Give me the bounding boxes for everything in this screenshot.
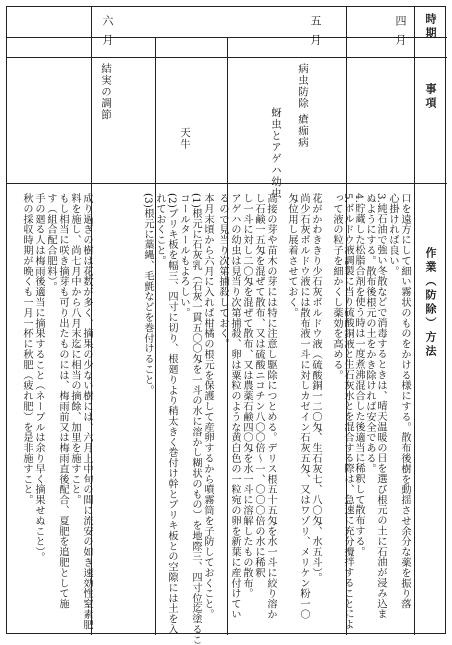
june-item-fruiting: 結実の調節 [100, 63, 112, 121]
row-divider-1 [414, 7, 415, 635]
june-line-5: 手の廻る人は梅雨後適当に摘果すること（ネーブルは余り早く摘果せぬこと）。 [33, 193, 44, 563]
longhorn-line-3: コールタールもよろしい。 [178, 193, 189, 318]
april-line-1: 口を遠方にして細い霧状のものをかける様にする。散布後樹を動揺させ余分な薬を振り落 [399, 193, 410, 609]
aphid-line-5: るので見当り次第捕殺しておく。 [217, 193, 228, 349]
longhorn-line-5: れておくこと。 [154, 193, 165, 266]
item-longhorn: 天牛 [179, 127, 191, 150]
june-line-1: 成り過ぎの樹は花数が多く、摘果の少ない樹には、六月上中旬の間に流安の如き速効性窒素肥 [81, 193, 92, 630]
june-line-2: 料を施し、尚七月中から八月末迄に相当の摘餘、加里を施すこと。 [69, 193, 80, 505]
may-line-1: 花がかわききり少石灰ボルドウ液（硫酸銅一二〇匁、生石灰七、八〇匁、水五斗）。 [310, 193, 321, 584]
june-line-6: 秋の採収時期が晩くも一月一杯に秋肥（疲れ肥）を是非施すこと。 [21, 193, 32, 505]
longhorn-line-1: 本月末頃から六月に入れば柑橘の根元を保護して産卵するから噴霧筒を子防しておくこと。 [202, 193, 213, 620]
june-line-3: もし相当に咲き摘芽も可り出たものには、梅雨前又は梅雨直後配合、夏肥を追肥として施 [57, 193, 68, 609]
month-june: 六月 [101, 15, 114, 53]
aphid-line-3: し一斗に対し二〇匁を混ぜて散布、又は農薬石鹸四〇匁を水一斗に溶解したもの散布。 [241, 193, 252, 599]
may-item-aphid: 蚜虫とアゲハ幼虫 [270, 107, 282, 199]
april-line-7: って液の粒子を細かくし薬効を高める。 [331, 193, 342, 381]
header-matter: 事項 [424, 83, 437, 111]
may-line-2: 尚少石灰ボルドウ液には散布液一斗に対しカゼイン石灰五匁、又はワゾリ、メリケン粉一〇 [298, 193, 309, 620]
header-period: 時期 [424, 13, 437, 41]
longhorn-line-4: (2)ブリキ板を幅三、四寸に切り、根廻りより稍太きく巻付け幹とブリキ板との空隙には土を入 [166, 193, 177, 635]
april-line-2: 心掛ければ良い。 [387, 193, 398, 277]
header-work: 作業（防除）方法 [424, 247, 437, 359]
may-item-disease: 病虫防除 瘡痂病 [297, 63, 309, 148]
schedule-table [6, 6, 446, 645]
april-line-6: 5.ボルドウ液調製に当り硫酸銅液と生石灰水とを混合する際は、急速に充分攪拌することによ [342, 193, 353, 630]
aphid-line-4: アゲハの幼虫は見当り次第捕殺、卵は粟粒のような黄白色の一粒宛の卵を新葉に産付けてい [229, 193, 240, 620]
month-may: 五月 [309, 15, 322, 53]
may-line-3: 匁位用し展着させておく。 [286, 193, 297, 318]
april-line-4: ぬようにする。散布後根元の土をかき除ければ安全である。 [364, 193, 375, 474]
april-line-5: 4.貯蔵した松脂合剤を使う時は一度煮沸混合した後適当に稀釈して散布する。 [353, 193, 364, 557]
april-line-3: 3.純石油で強い冬散などで消毒するときは、晴天温暖の日を選び根元の土に石油が浸み込ま [375, 193, 386, 620]
aphid-line-1: 高接の芽や苗木の芽には特に注意し駆除につとめる。デリス根五十五匁を水一斗に絞り溶か [265, 193, 276, 620]
month-april: 四月 [394, 15, 407, 53]
longhorn-line-6: (3)根元に藁縄、毛氈などを巻付けること。 [142, 193, 153, 396]
row-divider-4 [155, 37, 156, 635]
aphid-line-2: し石鹸一五匁を混ぜて散布、又は硫酸ニコチン八〇〇倍〜一、〇〇〇倍の水に稀釈 [253, 193, 264, 578]
june-line-4: す（組合配合肥料）。 [45, 193, 56, 292]
longhorn-line-2: (1)根元に石灰乳（石灰一貫五〇〇匁を一斗の水に溶かし糊状のもの）を地際三、四寸位迄塗るこ [190, 193, 201, 645]
